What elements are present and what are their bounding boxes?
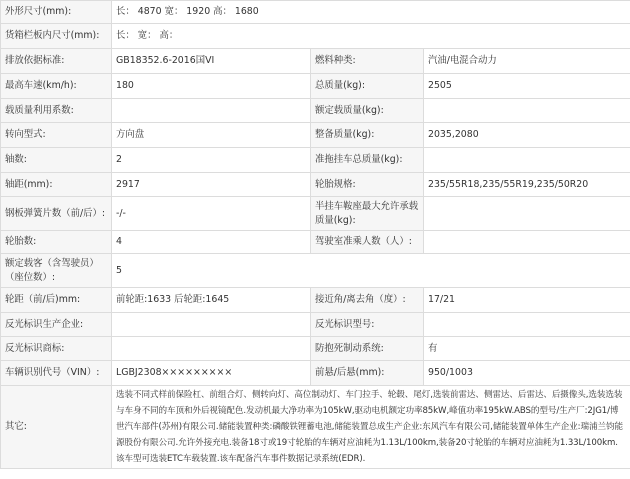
fuel-value: 汽油/电混合动力 bbox=[424, 49, 630, 74]
angle-label: 接近角/离去角（度）: bbox=[311, 288, 424, 313]
spec-row bbox=[1, 173, 630, 197]
spec-row bbox=[1, 313, 630, 337]
curb-mass-value: 2035,2080 bbox=[424, 123, 630, 148]
spec-row bbox=[1, 123, 630, 148]
other-value: 选装不同式样前保险杠、前组合灯、侧转向灯、高位制动灯、车门拉手、轮毂、尾灯,选装前雷达、侧雷达、后雷达、后摄像头,选装选装与车身不同的车顶和外后视镜配色.发动机最大净功率为105kW,驱动电机额定功率85kW,峰值功率195kW.ABS的型号/生产厂:2JG1/博世汽车部件(苏州)有限公司.储能装置种类:磷酸铁锂蓄电池,储能装置总成生产企业:东风汽车有限公司,储能装置单体生产企业:瑞浦兰钧能源股份有限公司.允许外接充电.装备18寸或19寸轮胎的车辆对应油耗为1.13L/100km,装备20寸轮胎的车辆对应油耗为1.33L/100km.该车型可选装ETC车载装置.该车配备汽车事件数据记录系统(EDR). bbox=[112, 386, 630, 469]
spec-row bbox=[1, 337, 630, 361]
reflect-model-label: 反光标识型号: bbox=[311, 313, 424, 337]
rated-load-value bbox=[424, 99, 630, 123]
vin-label: 车辆识别代号（VIN）: bbox=[1, 361, 112, 386]
reflect-model-value bbox=[424, 313, 630, 337]
antilock-value: 有 bbox=[424, 337, 630, 361]
tire-value: 235/55R18,235/55R19,235/50R20 bbox=[424, 173, 630, 197]
overhang-value: 950/1003 bbox=[424, 361, 630, 386]
total-mass-label: 总质量(kg): bbox=[311, 74, 424, 99]
fuel-label: 燃料种类: bbox=[311, 49, 424, 74]
cargo-value: 长： 宽： 高： bbox=[112, 24, 630, 49]
total-mass-value: 2505 bbox=[424, 74, 630, 99]
cargo-label: 货箱栏板内尺寸(mm): bbox=[1, 24, 112, 49]
overhang-label: 前悬/后悬(mm): bbox=[311, 361, 424, 386]
track-value: 前轮距:1633 后轮距:1645 bbox=[112, 288, 311, 313]
spec-row bbox=[1, 361, 630, 386]
antilock-label: 防抱死制动系统: bbox=[311, 337, 424, 361]
reflect-company-label: 反光标识生产企业: bbox=[1, 313, 112, 337]
track-label: 轮距（前/后)mm: bbox=[1, 288, 112, 313]
spec-row bbox=[1, 24, 630, 49]
vin-value: LGBJ2308××××××××× bbox=[112, 361, 311, 386]
saddle-value bbox=[424, 197, 630, 231]
spec-row bbox=[1, 254, 630, 288]
passengers-value: 5 bbox=[112, 254, 630, 288]
other-label: 其它: bbox=[1, 386, 112, 469]
tire-label: 轮胎规格: bbox=[311, 173, 424, 197]
spring-value: -/- bbox=[112, 197, 311, 231]
saddle-label: 半挂车鞍座最大允许承载质量(kg): bbox=[311, 197, 424, 231]
tire-count-value: 4 bbox=[112, 231, 311, 254]
axles-value: 2 bbox=[112, 148, 311, 173]
spec-row bbox=[1, 288, 630, 313]
reflect-company-value bbox=[112, 313, 311, 337]
speed-value: 180 bbox=[112, 74, 311, 99]
spec-row bbox=[1, 386, 630, 469]
spec-row bbox=[1, 99, 630, 123]
passengers-label: 额定载客（含驾驶员）（座位数）: bbox=[1, 254, 112, 288]
spec-row bbox=[1, 231, 630, 254]
cab-value bbox=[424, 231, 630, 254]
curb-mass-label: 整备质量(kg): bbox=[311, 123, 424, 148]
spec-row bbox=[1, 74, 630, 99]
angle-value: 17/21 bbox=[424, 288, 630, 313]
tire-count-label: 轮胎数: bbox=[1, 231, 112, 254]
wheelbase-label: 轴距(mm): bbox=[1, 173, 112, 197]
dims-label: 外形尺寸(mm): bbox=[1, 1, 112, 24]
steering-label: 转向型式: bbox=[1, 123, 112, 148]
spec-row bbox=[1, 49, 630, 74]
emission-value: GB18352.6-2016国VI bbox=[112, 49, 311, 74]
reflect-brand-label: 反光标识商标: bbox=[1, 337, 112, 361]
rated-load-label: 额定载质量(kg): bbox=[311, 99, 424, 123]
spring-label: 钢板弹簧片数（前/后）: bbox=[1, 197, 112, 231]
load-util-value bbox=[112, 99, 311, 123]
wheelbase-value: 2917 bbox=[112, 173, 311, 197]
trailer-value bbox=[424, 148, 630, 173]
emission-label: 排放依据标准: bbox=[1, 49, 112, 74]
steering-value: 方向盘 bbox=[112, 123, 311, 148]
dims-value: 长： 4870 宽： 1920 高： 1680 bbox=[112, 1, 630, 24]
spec-row bbox=[1, 148, 630, 173]
load-util-label: 载质量利用系数: bbox=[1, 99, 112, 123]
speed-label: 最高车速(km/h): bbox=[1, 74, 112, 99]
spec-row bbox=[1, 197, 630, 231]
reflect-brand-value bbox=[112, 337, 311, 361]
spec-row bbox=[1, 1, 630, 24]
axles-label: 轴数: bbox=[1, 148, 112, 173]
trailer-label: 准拖挂车总质量(kg): bbox=[311, 148, 424, 173]
cab-label: 驾驶室准乘人数（人）: bbox=[311, 231, 424, 254]
